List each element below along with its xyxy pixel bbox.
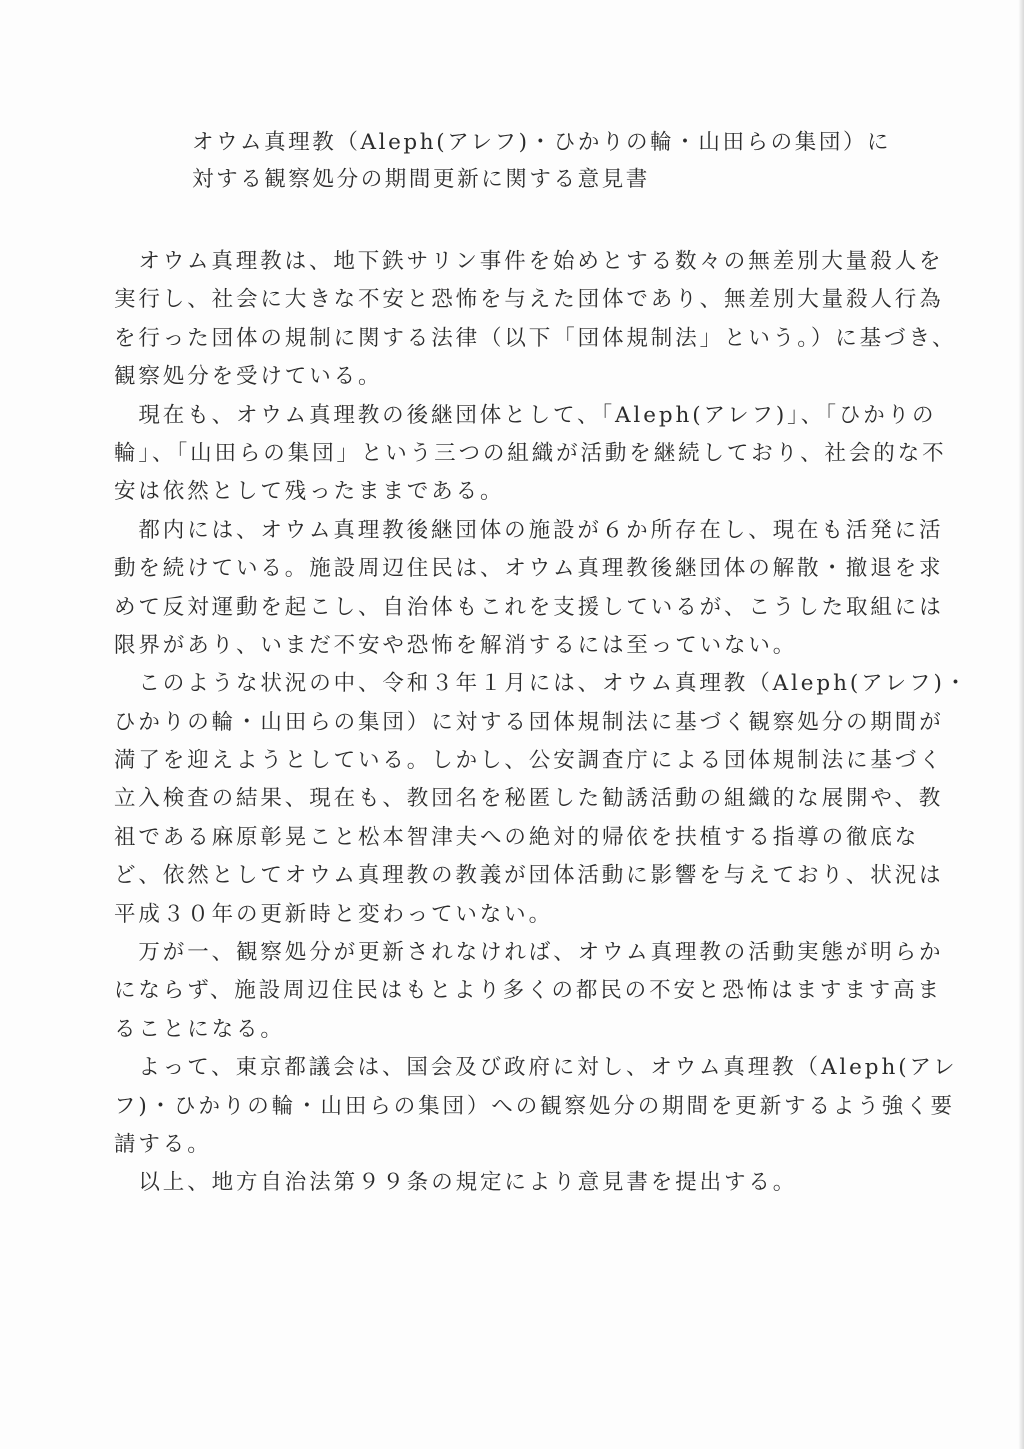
paragraph-line: 観察処分を受けている。 bbox=[114, 364, 383, 390]
title-line-2: 対する観察処分の期間更新に関する意見書 bbox=[192, 167, 650, 192]
paragraph-line: このような状況の中、令和３年１月には、オウム真理教（Aleph(アレフ)・ bbox=[114, 671, 970, 697]
scan-edge-shadow bbox=[1018, 0, 1024, 1449]
paragraph-line: ひかりの輪・山田らの集団）に対する団体規制法に基づく観察処分の期間が bbox=[114, 709, 944, 735]
paragraph-line: 実行し、社会に大きな不安と恐怖を与えた団体であり、無差別大量殺人行為 bbox=[114, 287, 944, 313]
paragraph-line: を行った団体の規制に関する法律（以下「団体規制法」という。）に基づき、 bbox=[114, 325, 957, 351]
paragraph-line: フ)・ひかりの輪・山田らの集団）への観察処分の期間を更新するよう強く要 bbox=[114, 1093, 955, 1119]
paragraph-line: ることになる。 bbox=[114, 1016, 285, 1042]
paragraph-line: 限界があり、いまだ不安や恐怖を解消するには至っていない。 bbox=[114, 632, 798, 658]
paragraph-line: めて反対運動を起こし、自治体もこれを支援しているが、こうした取組には bbox=[114, 594, 944, 620]
paragraph-line: 立入検査の結果、現在も、教団名を秘匿した勧誘活動の組織的な展開や、教 bbox=[114, 786, 944, 812]
paragraph-line: 都内には、オウム真理教後継団体の施設が６か所存在し、現在も活発に活 bbox=[114, 517, 944, 543]
paragraph-line: 動を続けている。施設周辺住民は、オウム真理教後継団体の解散・撤退を求 bbox=[114, 556, 944, 582]
paragraph-4 bbox=[114, 665, 970, 934]
paragraph-line: ど、依然としてオウム真理教の教義が団体活動に影響を与えており、状況は bbox=[114, 863, 944, 889]
paragraph-3 bbox=[114, 512, 944, 666]
paragraph-line: 満了を迎えようとしている。しかし、公安調査庁による団体規制法に基づく bbox=[114, 748, 944, 774]
paragraph-5 bbox=[114, 934, 944, 1049]
paragraph-line: 祖である麻原彰晃こと松本智津夫への絶対的帰依を扶植する指導の徹底な bbox=[114, 824, 920, 850]
paragraph-6 bbox=[114, 1049, 958, 1164]
paragraph-7 bbox=[114, 1164, 904, 1202]
document-body bbox=[114, 243, 970, 1203]
paragraph-line: 平成３０年の更新時と変わっていない。 bbox=[114, 901, 553, 927]
title-line-1: オウム真理教（Aleph(アレフ)・ひかりの輪・山田らの集団）に bbox=[192, 130, 892, 155]
paragraph-2 bbox=[114, 397, 947, 512]
paragraph-line: 請する。 bbox=[114, 1131, 212, 1157]
paragraph-line: 以上、地方自治法第９９条の規定により意見書を提出する。 bbox=[114, 1170, 798, 1196]
paragraph-line: 現在も、オウム真理教の後継団体として、「Aleph(アレフ)」、「ひかりの bbox=[114, 402, 937, 428]
paragraph-line: 輪」、「山田らの集団」という三つの組織が活動を継続しており、社会的な不 bbox=[114, 440, 947, 466]
paragraph-line: よって、東京都議会は、国会及び政府に対し、オウム真理教（Aleph(アレ bbox=[114, 1055, 958, 1081]
paragraph-1 bbox=[114, 243, 957, 397]
paragraph-line: 万が一、観察処分が更新されなければ、オウム真理教の活動実態が明らか bbox=[114, 940, 944, 966]
paragraph-line: 安は依然として残ったままである。 bbox=[114, 479, 505, 505]
document-title bbox=[192, 124, 912, 198]
paragraph-line: オウム真理教は、地下鉄サリン事件を始めとする数々の無差別大量殺人を bbox=[114, 249, 944, 274]
paragraph-line: にならず、施設周辺住民はもとより多くの都民の不安と恐怖はますます高ま bbox=[114, 978, 942, 1004]
